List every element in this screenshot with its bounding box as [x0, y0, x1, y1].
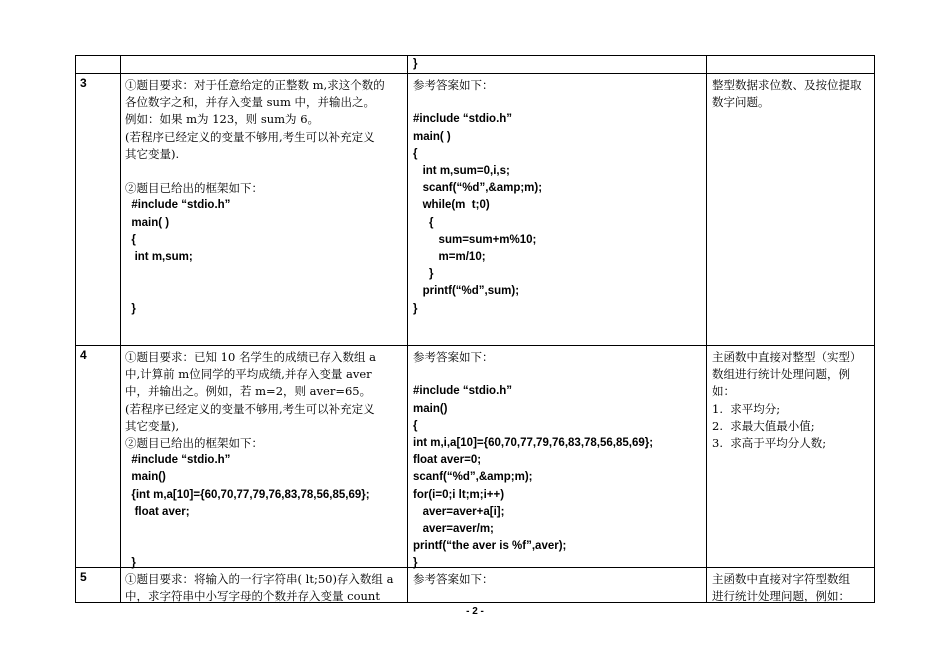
- answer-line: }: [413, 302, 418, 315]
- row-border-1: [75, 73, 875, 74]
- note-line: 数字问题。: [712, 95, 770, 110]
- answer-line: scanf(“%d”,&amp;m);: [413, 471, 533, 484]
- note-line: 主函数中直接对字符型数组: [712, 572, 850, 586]
- note-line: 3. 求高于平均分人数;: [712, 436, 827, 450]
- note-line: 主函数中直接对整型（实型）: [712, 350, 862, 364]
- col-border-1: [120, 55, 121, 602]
- answer-line: scanf(“%d”,&amp;m);: [413, 182, 543, 195]
- note-line: 1. 求平均分;: [712, 401, 781, 416]
- col-border-4: [874, 55, 875, 602]
- note-line: 数组进行统计处理问题，例: [712, 367, 850, 382]
- answer-line: int m,i,a[10]={60,70,77,79,76,83,78,56,85,69};: [413, 437, 654, 449]
- col-border-2: [407, 55, 408, 602]
- requirement-line: 中，并输出之。例如，若 m=2，则 aver=65。: [125, 384, 372, 399]
- page-number: - 2 -: [466, 606, 484, 617]
- requirement-line: ①题目要求：已知 10 名学生的成绩已存入数组 a: [125, 350, 376, 364]
- requirement-line: main( ): [125, 216, 170, 229]
- requirement-line: ②题目已给出的框架如下：: [125, 436, 263, 450]
- answer-line: main(): [413, 402, 448, 415]
- answer-line: m=m/10;: [413, 251, 486, 263]
- answer-line: for(i=0;i lt;m;i++): [413, 488, 505, 501]
- requirement-line: 各位数字之和，并存入变量 sum 中，并输出之。: [125, 95, 376, 110]
- answer-line: #include “stdio.h”: [413, 385, 513, 398]
- row-number: 3: [80, 76, 87, 90]
- answer-line: main( ): [413, 130, 451, 143]
- answer-line: sum=sum+m%10;: [413, 233, 537, 246]
- requirement-line: {: [125, 233, 136, 246]
- answer-line: 参考答案如下：: [413, 350, 494, 364]
- row-number: 5: [80, 570, 87, 584]
- requirement-line: (若程序已经定义的变量不够用,考生可以补充定义: [125, 129, 375, 144]
- row-border-0: [75, 55, 875, 56]
- requirement-line: 例如：如果 m为 123，则 sum为 6。: [125, 112, 320, 127]
- requirement-line: {int m,a[10]={60,70,77,79,76,83,78,56,85,69};: [125, 488, 370, 501]
- answer-line: float aver=0;: [413, 454, 482, 467]
- requirement-line: ①题目要求：将输入的一行字符串( lt;50)存入数组 a: [125, 572, 394, 586]
- answer-line: }: [413, 557, 418, 570]
- requirement-line: 其它变量),: [125, 418, 180, 433]
- answer-line: int m,sum=0,i,s;: [413, 165, 510, 177]
- requirement-line: 中,计算前 m位同学的平均成绩,并存入变量 aver: [125, 367, 372, 382]
- note-line: 进行统计处理问题，例如：: [712, 589, 850, 604]
- requirement-line: main(): [125, 471, 166, 484]
- row-border-2: [75, 345, 875, 346]
- requirement-line: ①题目要求：对于任意给定的正整数 m,求这个数的: [125, 78, 385, 92]
- requirement-line: #include “stdio.h”: [125, 199, 231, 212]
- note-line: 2. 求最大值最小值;: [712, 418, 815, 433]
- note-line: 如：: [712, 384, 735, 399]
- row-border-3: [75, 567, 875, 568]
- note-line: 整型数据求位数、及按位提取: [712, 78, 862, 92]
- answer-line: 参考答案如下：: [413, 572, 494, 586]
- answer-line: {: [413, 419, 418, 432]
- requirement-line: (若程序已经定义的变量不够用,考生可以补充定义: [125, 401, 375, 416]
- col-border-0: [75, 55, 76, 602]
- answer-line: aver=aver+a[i];: [413, 505, 505, 518]
- answer-line: aver=aver/m;: [413, 523, 494, 535]
- answer-line: 参考答案如下：: [413, 78, 494, 92]
- answer-line: printf(“%d”,sum);: [413, 285, 520, 298]
- requirement-line: #include “stdio.h”: [125, 454, 231, 467]
- answer-line: while(m t;0): [413, 199, 490, 212]
- answer-line: {: [413, 216, 434, 229]
- requirement-line: 其它变量).: [125, 146, 180, 161]
- requirement-line: 中，求字符串中小写字母的个数并存入变量 count: [125, 589, 380, 604]
- answer-line: }: [413, 268, 434, 281]
- requirement-line: }: [125, 302, 136, 315]
- answer-line: }: [413, 58, 418, 70]
- requirement-line: ②题目已给出的框架如下：: [125, 181, 263, 196]
- col-border-3: [706, 55, 707, 602]
- answer-line: {: [413, 147, 418, 160]
- requirement-line: int m,sum;: [125, 251, 193, 263]
- requirement-line: }: [125, 557, 136, 570]
- row-number: 4: [80, 348, 87, 362]
- answer-line: #include “stdio.h”: [413, 113, 513, 126]
- requirement-line: float aver;: [125, 505, 190, 518]
- answer-line: printf(“the aver is %f”,aver);: [413, 540, 567, 553]
